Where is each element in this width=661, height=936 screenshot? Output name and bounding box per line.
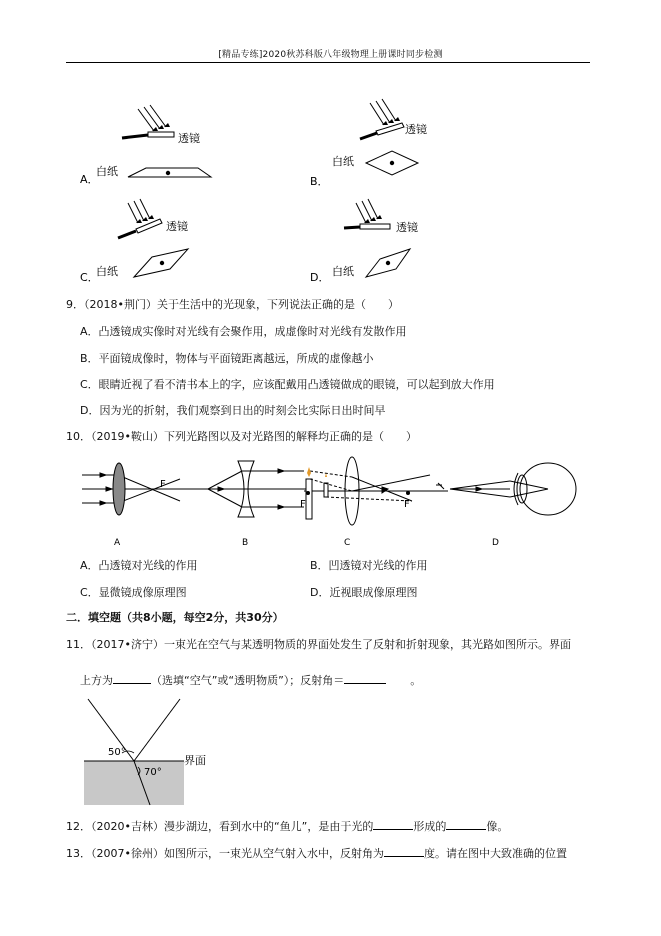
q8-a-paper-label: 白纸 [96,165,118,178]
q10-figure [78,455,598,550]
q10-stem: 10．（2019•鞍山）下列光路图以及对光路图的解释均正确的是（ ） [66,430,417,443]
q8-b-lens-label: 透镜 [405,123,427,136]
q12-text-b: 形成的 [413,820,447,833]
q8-a-letter: A． [80,173,99,186]
q12-stem [66,818,508,834]
q11-blank-2[interactable] [344,673,386,684]
q12-blank-1[interactable] [373,819,413,830]
q9-option-b: B．平面镜成像时，物体与平面镜距离越远，所成的虚像越小 [80,352,374,365]
q10-c-focus-label-left: F [300,499,306,510]
q11-angle-50: 50° [108,747,126,758]
q10-c-label: C [344,538,351,548]
q10-a-focus-label: F [160,479,166,490]
q8-c-lens-label: 透镜 [166,220,188,233]
page-header: [精品专练]2020秋苏科版八年级物理上册课时同步检测 [218,50,443,60]
q10-b-label: B [242,538,249,548]
q8-figure-d [310,193,490,288]
q10-c-focus-label-right: F [404,499,410,510]
q10-d-label: D [492,538,499,548]
q13-stem [66,845,567,861]
q11-stem-line2 [80,672,421,688]
q13-text-b: 度。请在图中大致准确的位置 [423,847,567,860]
q10-option-b: B．凹透镜对光线的作用 [310,559,428,572]
q12-blank-2[interactable] [446,819,486,830]
q12-text-c: 像。 [486,820,509,833]
q8-c-letter: C． [80,271,99,284]
q11-boundary-label: 界面 [184,754,206,767]
q11-angle-70: 70° [144,767,162,778]
q9-option-c: C．眼睛近视了看不清书本上的字，应该配戴用凸透镜做成的眼镜，可以起到放大作用 [80,378,495,391]
q8-option-b [310,95,490,190]
q8-figure-b [310,95,490,190]
section-fill-in-title: 二．填空题（共8小题，每空2分，共30分） [66,611,284,624]
q9-option-a: A．凸透镜成实像时对光线有会聚作用，成虚像时对光线有发散作用 [80,325,407,338]
q8-a-lens-label: 透镜 [178,132,200,145]
q8-d-paper-label: 白纸 [332,265,354,278]
q8-b-letter: B． [310,175,329,188]
q8-option-d [310,193,490,288]
q10-option-d: D．近视眼成像原理图 [310,586,418,599]
q9-option-d: D．因为光的折射，我们观察到日出的时刻会比实际日出时间早 [80,404,386,417]
q13-blank-1[interactable] [384,846,424,857]
q8-option-a [66,95,246,190]
q11-text-a: 上方为 [80,674,113,687]
q11-figure [84,697,224,807]
q8-c-paper-label: 白纸 [96,265,118,278]
q13-text-a: 13．（2007•徐州）如图所示，一束光从空气射入水中，反射角为 [66,847,384,860]
q10-option-a: A．凸透镜对光线的作用 [80,559,198,572]
q10-a-label: A [114,538,121,548]
q8-figure-a [66,95,246,190]
q12-text-a: 12．（2020•吉林）漫步湖边，看到水中的“鱼儿”，是由于光的 [66,820,374,833]
q11-stem-line1: 11．（2017•济宁）一束光在空气与某透明物质的界面处发生了反射和折射现象，其光路如图所示。界面 [66,638,571,651]
q10-optics-diagrams [78,455,598,550]
q8-d-letter: D． [310,271,330,284]
q11-refraction-diagram [84,697,224,807]
q9-stem: 9．（2018•荆门）关于生活中的光现象，下列说法正确的是（ ） [66,298,399,311]
q11-text-b: （选填“空气”或“透明物质”）；反射角＝ [151,674,345,687]
header-divider [66,62,590,63]
q8-b-paper-label: 白纸 [332,155,354,168]
q8-option-c [66,193,246,288]
q10-option-c: C．显微镜成像原理图 [80,586,187,599]
q11-text-c: 。 [410,674,422,687]
q8-figure-c [66,193,246,288]
q11-blank-1[interactable] [113,673,151,684]
q8-d-lens-label: 透镜 [396,221,418,234]
